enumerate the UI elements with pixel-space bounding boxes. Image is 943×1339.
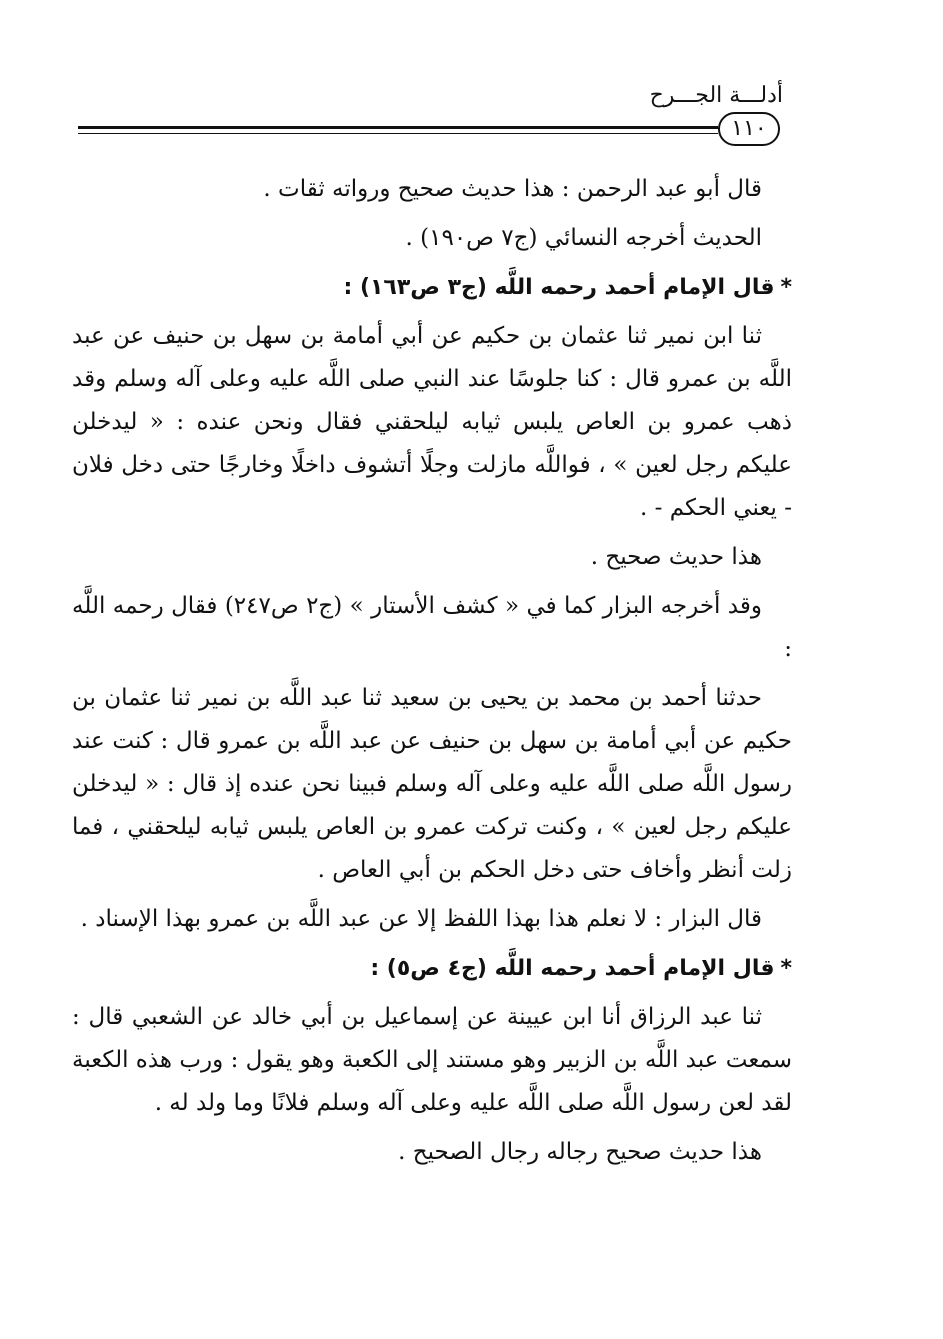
star-bullet: * (780, 275, 792, 300)
header-rule-thick (78, 126, 718, 129)
page-number: ١١٠ (718, 112, 780, 146)
header-rule-thin (78, 133, 718, 134)
page-body (72, 168, 792, 1180)
star-bullet: * (780, 956, 792, 981)
section-heading (72, 266, 792, 309)
section-heading-text: قال الإمام أحمد رحمه اللَّه (ج٣ ص١٦٣) : (343, 275, 775, 300)
paragraph: قال أبو عبد الرحمن : هذا حديث صحيح ورواته ثقات . (263, 176, 762, 202)
paragraph: قال البزار : لا نعلم هذا بهذا اللفظ إلا عن عبد اللَّه بن عمرو بهذا الإسناد . (80, 906, 762, 932)
section-heading-text: قال الإمام أحمد رحمه اللَّه (ج٤ ص٥) : (370, 956, 775, 981)
paragraph: ثنا ابن نمير ثنا عثمان بن حكيم عن أبي أمامة بن سهل بن حنيف عن عبد اللَّه بن عمرو قال : كنا جلوسًا عند النبي صلى اللَّه عليه وعلى آله وسلم وقد ذهب عمرو بن العاص يلبس ثيابه ليلحقني فقال ونحن عنده : « ليدخلن عليكم رجل لعين » ، فواللَّه مازلت وجلًا أتشوف داخلًا وخارجًا حتى دخل فلان - يعني الحكم - . (72, 323, 792, 521)
paragraph: وقد أخرجه البزار كما في « كشف الأستار » (ج٢ ص٢٤٧) فقال رحمه اللَّه : (72, 593, 792, 662)
paragraph: ثنا عبد الرزاق أنا ابن عيينة عن إسماعيل بن أبي خالد عن الشعبي قال : سمعت عبد اللَّه بن الزبير وهو مستند إلى الكعبة وهو يقول : ورب هذه الكعبة لقد لعن رسول اللَّه صلى اللَّه عليه وعلى آله وسلم فلانًا وما ولد له . (72, 1004, 792, 1116)
paragraph: الحديث أخرجه النسائي (ج٧ ص١٩٠) . (405, 225, 762, 251)
paragraph: هذا حديث صحيح . (590, 544, 762, 570)
paragraph: حدثنا أحمد بن محمد بن يحيى بن سعيد ثنا عبد اللَّه بن نمير ثنا عثمان بن حكيم عن أبي أمامة بن سهل بن حنيف عن عبد اللَّه بن عمرو قال : كنت عند رسول اللَّه صلى اللَّه عليه وعلى آله وسلم فبينا نحن عنده إذ قال : « ليدخلن عليكم رجل لعين » ، وكنت تركت عمرو بن العاص يلبس ثيابه ليلحقني ، فما زلت أنظر وأخاف حتى دخل الحكم بن أبي العاص . (72, 685, 792, 883)
running-header-title: أدلـــة الجـــرح (649, 83, 783, 108)
section-heading (72, 947, 792, 990)
paragraph: هذا حديث صحيح رجاله رجال الصحيح . (398, 1139, 762, 1165)
